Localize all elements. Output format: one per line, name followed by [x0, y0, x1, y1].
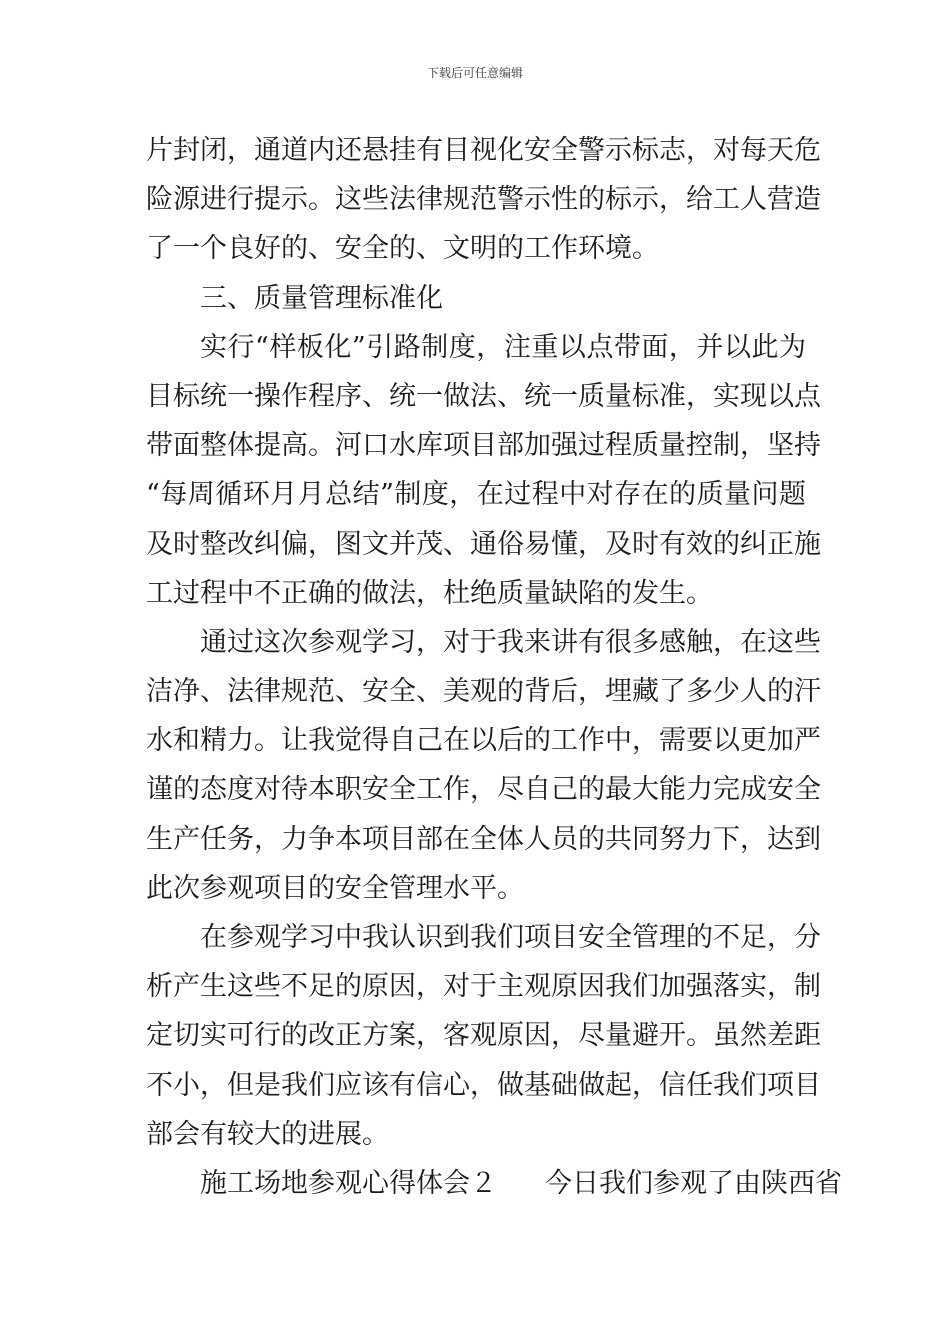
text-line: 工过程中不正确的做法，杜绝质量缺陷的发生。 [146, 577, 713, 609]
article-opening-text: 今日我们参观了由陕西省 [545, 1167, 842, 1199]
text-line: 在参观学习中我认识到我们项目安全管理的不足，分 [200, 922, 821, 953]
text-line: 通过这次参观学习，对于我来讲有很多感触，在这些 [200, 626, 821, 658]
text-line: 洁净、法律规范、安全、美观的背后，埋藏了多少人的汗 [146, 676, 821, 708]
text-line: 目标统一操作程序、统一做法、统一质量标准，实现以点 [146, 380, 821, 412]
text-line: 险源进行提示。这些法律规范警示性的标示，给工人营造 [146, 184, 821, 216]
text-line: 及时整改纠偏，图文并茂、通俗易懂，及时有效的纠正施 [146, 528, 821, 560]
text-line: 了一个良好的、安全的、文明的工作环境。 [146, 233, 659, 265]
section-heading: 三、质量管理标准化 [200, 282, 443, 314]
text-line: 实行“样板化”引路制度，注重以点带面，并以此为 [200, 331, 806, 363]
page-header: 下载后可任意编辑 [426, 66, 523, 80]
text-line: 生产任务，力争本项目部在全体人员的共同努力下，达到 [146, 823, 821, 855]
text-line: 此次参观项目的安全管理水平。 [146, 872, 524, 904]
article-heading: 施工场地参观心得体会２ [200, 1167, 497, 1199]
text-line: 部会有较大的进展。 [146, 1118, 389, 1150]
text-line: 不小，但是我们应该有信心，做基础做起，信任我们项目 [146, 1069, 821, 1101]
text-line: “每周循环月月总结”制度，在过程中对存在的质量问题 [146, 479, 806, 511]
text-line: 谨的态度对待本职安全工作，尽自己的最大能力完成安全 [146, 774, 821, 806]
text-line: 水和精力。让我觉得自己在以后的工作中，需要以更加严 [146, 725, 821, 757]
text-line: 片封闭，通道内还悬挂有目视化安全警示标志，对每天危 [146, 135, 821, 166]
document-body [146, 126, 842, 1208]
text-line: 定切实可行的改正方案，客观原因，尽量避开。虽然差距 [146, 1020, 821, 1052]
text-line: 带面整体提高。河口水库项目部加强过程质量控制，坚持 [146, 430, 821, 462]
text-line-final [146, 1159, 842, 1208]
text-line: 析产生这些不足的原因，对于主观原因我们加强落实，制 [146, 971, 821, 1003]
